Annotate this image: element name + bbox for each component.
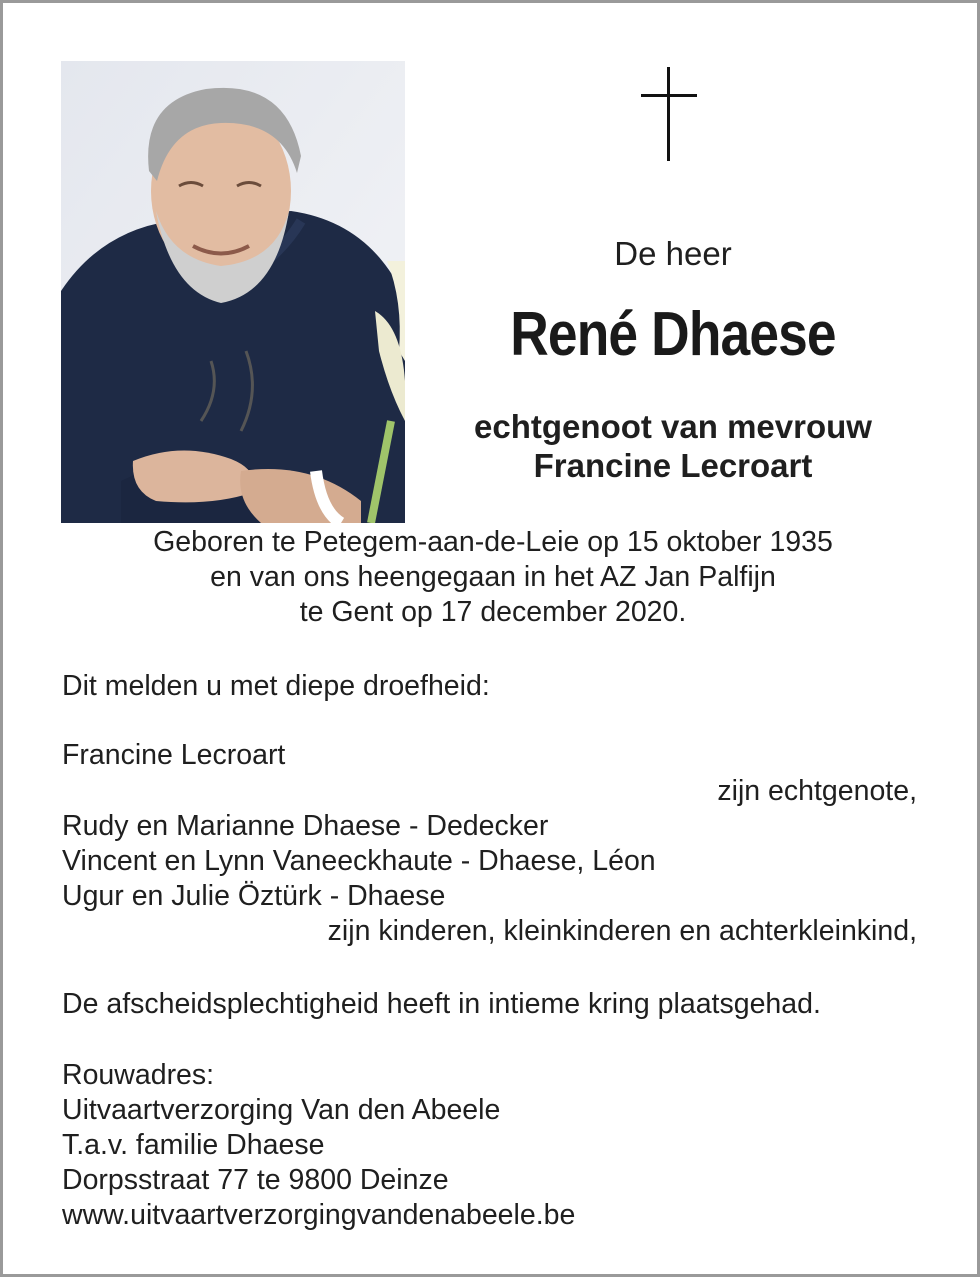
address-line: Uitvaartverzorging Van den Abeele bbox=[62, 1094, 501, 1126]
deceased-name: René Dhaese bbox=[510, 300, 836, 369]
spouse-role: zijn echtgenote, bbox=[717, 775, 917, 807]
honorific: De heer bbox=[614, 235, 732, 272]
ceremony-note: De afscheidsplechtigheid heeft in intieme kring plaatsgehad. bbox=[62, 988, 821, 1020]
birth-line-3: te Gent op 17 december 2020. bbox=[299, 596, 687, 628]
birth-line-1: Geboren te Petegem-aan-de-Leie op 15 oktober 1935 bbox=[153, 526, 833, 558]
address-label: Rouwadres: bbox=[62, 1059, 215, 1091]
latin-cross-icon bbox=[641, 67, 697, 161]
website-link[interactable]: www.uitvaartverzorgingvandenabeele.be bbox=[62, 1199, 576, 1231]
birth-line-2: en van ons heengegaan in het AZ Jan Palfijn bbox=[210, 561, 776, 593]
child-line: Vincent en Lynn Vaneeckhaute - Dhaese, Léon bbox=[62, 845, 656, 877]
spouse-line-2: Francine Lecroart bbox=[533, 447, 813, 484]
spouse-line-1: echtgenoot van mevrouw bbox=[474, 408, 872, 445]
birth-death-details bbox=[63, 525, 923, 630]
address-line: T.a.v. familie Dhaese bbox=[62, 1129, 325, 1161]
address-line: Dorpsstraat 77 te 9800 Deinze bbox=[62, 1164, 449, 1196]
spouse-statement bbox=[433, 407, 913, 485]
portrait-photo bbox=[61, 61, 405, 523]
spouse-name: Francine Lecroart bbox=[62, 739, 286, 771]
announcement: Dit melden u met diepe droefheid: bbox=[62, 670, 490, 702]
child-line: Ugur en Julie Öztürk - Dhaese bbox=[62, 880, 446, 912]
child-line: Rudy en Marianne Dhaese - Dedecker bbox=[62, 810, 549, 842]
children-role: zijn kinderen, kleinkinderen en achterkleinkind, bbox=[327, 915, 917, 947]
